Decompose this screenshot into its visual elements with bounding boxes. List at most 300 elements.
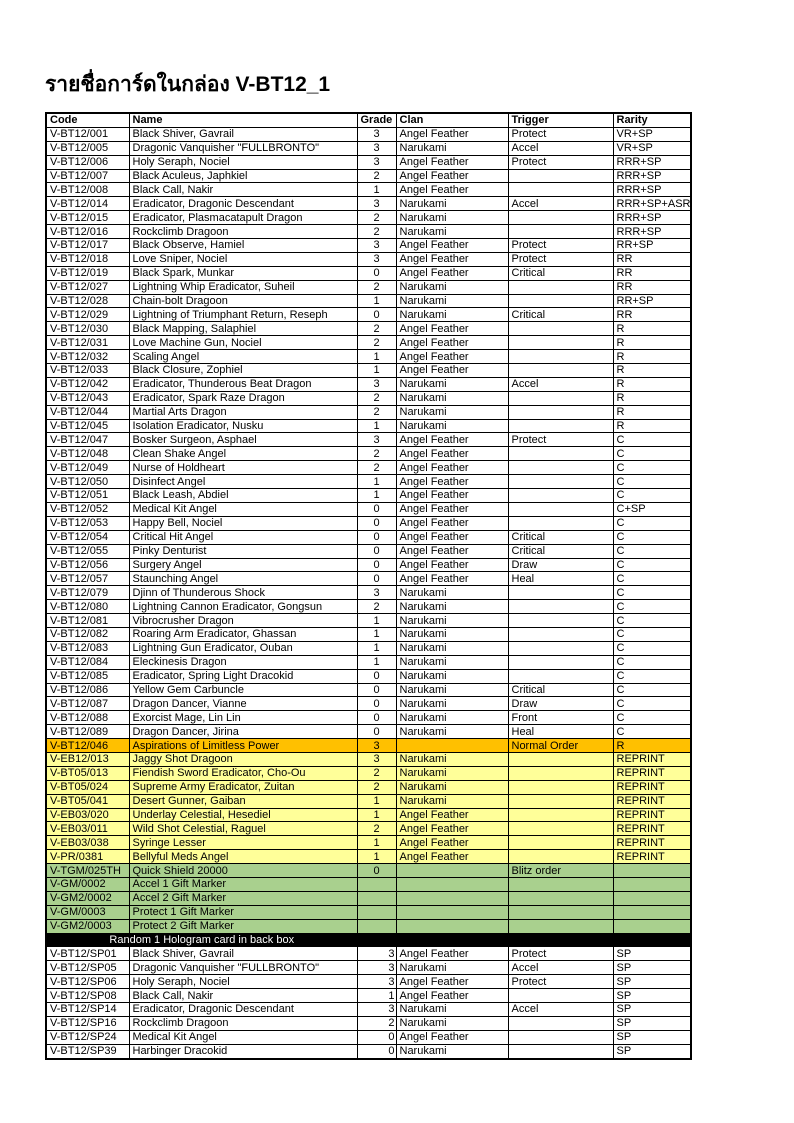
cell-trigger bbox=[508, 225, 613, 239]
cell-clan: Narukami bbox=[396, 641, 508, 655]
cell-name: Love Machine Gun, Nociel bbox=[129, 336, 357, 350]
cell-clan bbox=[396, 891, 508, 905]
cell-clan: Angel Feather bbox=[396, 850, 508, 864]
cell-rarity: RRR+SP bbox=[613, 211, 691, 225]
cell-clan: Narukami bbox=[396, 794, 508, 808]
cell-name: Accel 2 Gift Marker bbox=[129, 891, 357, 905]
cell-clan: Angel Feather bbox=[396, 461, 508, 475]
cell-clan: Angel Feather bbox=[396, 989, 508, 1003]
cell-grade: 3 bbox=[357, 197, 396, 211]
cell-grade: 3 bbox=[357, 252, 396, 266]
cell-code: V-BT12/SP39 bbox=[46, 1044, 129, 1058]
cell-rarity: SP bbox=[613, 1044, 691, 1058]
table-row bbox=[46, 780, 691, 794]
cell-name: Eradicator, Dragonic Descendant bbox=[129, 1003, 357, 1017]
cell-grade: 3 bbox=[357, 739, 396, 753]
cell-clan: Angel Feather bbox=[396, 502, 508, 516]
cell-trigger bbox=[508, 405, 613, 419]
cell-grade: 2 bbox=[357, 405, 396, 419]
page-title: รายชื่อการ์ดในกล่อง V-BT12_1 bbox=[45, 73, 331, 96]
cell-code: V-EB03/011 bbox=[46, 822, 129, 836]
cell-code: V-BT12/053 bbox=[46, 516, 129, 530]
cell-clan: Angel Feather bbox=[396, 530, 508, 544]
cell-clan: Narukami bbox=[396, 725, 508, 739]
cell-clan: Angel Feather bbox=[396, 266, 508, 280]
cell-code: V-BT12/085 bbox=[46, 669, 129, 683]
cell-rarity: R bbox=[613, 391, 691, 405]
cell-name: Black Observe, Hamiel bbox=[129, 239, 357, 253]
cell-clan: Narukami bbox=[396, 280, 508, 294]
table-row bbox=[46, 711, 691, 725]
cell-rarity: SP bbox=[613, 961, 691, 975]
cell-trigger: Protect bbox=[508, 252, 613, 266]
cell-name: Harbinger Dracokid bbox=[129, 1044, 357, 1058]
table-row bbox=[46, 558, 691, 572]
cell-name: Critical Hit Angel bbox=[129, 530, 357, 544]
cell-clan: Narukami bbox=[396, 683, 508, 697]
cell-code: V-BT12/083 bbox=[46, 641, 129, 655]
column-header-name: Name bbox=[129, 113, 357, 127]
table-row bbox=[46, 322, 691, 336]
cell-clan: Narukami bbox=[396, 308, 508, 322]
cell-trigger bbox=[508, 294, 613, 308]
table-row bbox=[46, 308, 691, 322]
cell-clan: Narukami bbox=[396, 627, 508, 641]
cell-grade: 1 bbox=[357, 350, 396, 364]
cell-trigger: Accel bbox=[508, 961, 613, 975]
column-header-grade: Grade bbox=[357, 113, 396, 127]
cell-trigger bbox=[508, 364, 613, 378]
table-row bbox=[46, 766, 691, 780]
cell-rarity: C bbox=[613, 558, 691, 572]
cell-grade: 2 bbox=[357, 461, 396, 475]
cell-code: V-BT12/081 bbox=[46, 614, 129, 628]
cell-code: V-EB03/038 bbox=[46, 836, 129, 850]
cell-grade: 1 bbox=[357, 475, 396, 489]
cell-trigger bbox=[508, 183, 613, 197]
cell-grade: 1 bbox=[357, 364, 396, 378]
cell-rarity: SP bbox=[613, 947, 691, 961]
table-row bbox=[46, 989, 691, 1003]
cell-grade: 0 bbox=[357, 544, 396, 558]
cell-rarity: C bbox=[613, 697, 691, 711]
separator-row bbox=[46, 933, 691, 947]
cell-grade: 2 bbox=[357, 225, 396, 239]
cell-name: Nurse of Holdheart bbox=[129, 461, 357, 475]
cell-grade: 0 bbox=[357, 558, 396, 572]
cell-rarity: RR bbox=[613, 266, 691, 280]
cell-grade: 3 bbox=[357, 961, 396, 975]
cell-name: Black Mapping, Salaphiel bbox=[129, 322, 357, 336]
cell-trigger bbox=[508, 780, 613, 794]
cell-rarity bbox=[613, 891, 691, 905]
cell-clan: Narukami bbox=[396, 600, 508, 614]
cell-name: Syringe Lesser bbox=[129, 836, 357, 850]
cell-rarity: C bbox=[613, 711, 691, 725]
cell-clan: Angel Feather bbox=[396, 1030, 508, 1044]
cell-name: Rockclimb Dragoon bbox=[129, 1016, 357, 1030]
cell-name: Black Shiver, Gavrail bbox=[129, 947, 357, 961]
cell-rarity: C bbox=[613, 683, 691, 697]
cell-grade: 1 bbox=[357, 655, 396, 669]
cell-trigger bbox=[508, 752, 613, 766]
cell-code: V-BT12/030 bbox=[46, 322, 129, 336]
cell-name: Bellyful Meds Angel bbox=[129, 850, 357, 864]
cell-clan: Angel Feather bbox=[396, 975, 508, 989]
cell-grade: 1 bbox=[357, 489, 396, 503]
cell-trigger: Heal bbox=[508, 572, 613, 586]
table-row bbox=[46, 864, 691, 878]
cell-code: V-BT12/SP05 bbox=[46, 961, 129, 975]
table-row bbox=[46, 489, 691, 503]
cell-clan: Narukami bbox=[396, 225, 508, 239]
table-row bbox=[46, 961, 691, 975]
cell-trigger bbox=[508, 655, 613, 669]
cell-grade bbox=[357, 877, 396, 891]
column-header-code: Code bbox=[46, 113, 129, 127]
cell-name: Black Spark, Munkar bbox=[129, 266, 357, 280]
table-row bbox=[46, 350, 691, 364]
cell-code: V-BT12/SP16 bbox=[46, 1016, 129, 1030]
cell-clan: Angel Feather bbox=[396, 239, 508, 253]
cell-trigger bbox=[508, 447, 613, 461]
table-row bbox=[46, 586, 691, 600]
cell-name: Dragon Dancer, Vianne bbox=[129, 697, 357, 711]
cell-code: V-BT12/049 bbox=[46, 461, 129, 475]
table-row bbox=[46, 697, 691, 711]
cell-grade: 3 bbox=[357, 433, 396, 447]
cell-name: Eradicator, Spring Light Dracokid bbox=[129, 669, 357, 683]
table-row bbox=[46, 808, 691, 822]
cell-trigger: Critical bbox=[508, 308, 613, 322]
cell-code: V-BT05/013 bbox=[46, 766, 129, 780]
cell-clan: Narukami bbox=[396, 614, 508, 628]
cell-trigger: Accel bbox=[508, 1003, 613, 1017]
cell-rarity: C bbox=[613, 725, 691, 739]
cell-code: V-BT12/046 bbox=[46, 739, 129, 753]
cell-name: Vibrocrusher Dragon bbox=[129, 614, 357, 628]
cell-code: V-BT12/089 bbox=[46, 725, 129, 739]
cell-trigger bbox=[508, 1030, 613, 1044]
cell-clan: Narukami bbox=[396, 405, 508, 419]
cell-rarity bbox=[613, 864, 691, 878]
cell-grade: 1 bbox=[357, 614, 396, 628]
cell-grade: 0 bbox=[357, 864, 396, 878]
cell-name: Clean Shake Angel bbox=[129, 447, 357, 461]
cell-rarity: C bbox=[613, 461, 691, 475]
cell-rarity: RR+SP bbox=[613, 294, 691, 308]
cell-trigger bbox=[508, 836, 613, 850]
table-row bbox=[46, 794, 691, 808]
table-row bbox=[46, 1016, 691, 1030]
cell-trigger bbox=[508, 336, 613, 350]
cell-code: V-BT12/080 bbox=[46, 600, 129, 614]
table-row bbox=[46, 391, 691, 405]
cell-rarity bbox=[613, 905, 691, 919]
cell-rarity: SP bbox=[613, 1016, 691, 1030]
cell-grade: 2 bbox=[357, 1016, 396, 1030]
cell-code: V-PR/0381 bbox=[46, 850, 129, 864]
table-row bbox=[46, 752, 691, 766]
cell-rarity: C bbox=[613, 433, 691, 447]
cell-trigger bbox=[508, 475, 613, 489]
table-row bbox=[46, 683, 691, 697]
cell-trigger: Protect bbox=[508, 975, 613, 989]
cell-rarity: RR+SP bbox=[613, 239, 691, 253]
cell-clan: Angel Feather bbox=[396, 433, 508, 447]
cell-grade: 2 bbox=[357, 169, 396, 183]
cell-name: Bosker Surgeon, Asphael bbox=[129, 433, 357, 447]
cell-trigger bbox=[508, 502, 613, 516]
table-header-row bbox=[46, 113, 691, 127]
cell-clan: Angel Feather bbox=[396, 155, 508, 169]
cell-name: Quick Shield 20000 bbox=[129, 864, 357, 878]
cell-code: V-BT12/015 bbox=[46, 211, 129, 225]
cell-trigger: Draw bbox=[508, 697, 613, 711]
cell-trigger: Blitz order bbox=[508, 864, 613, 878]
cell-rarity: RR bbox=[613, 252, 691, 266]
cell-rarity: R bbox=[613, 405, 691, 419]
cell-trigger: Protect bbox=[508, 155, 613, 169]
cell-code: V-BT12/016 bbox=[46, 225, 129, 239]
cell-clan: Angel Feather bbox=[396, 183, 508, 197]
table-row bbox=[46, 336, 691, 350]
cell-grade: 0 bbox=[357, 711, 396, 725]
cell-clan: Narukami bbox=[396, 752, 508, 766]
cell-grade: 1 bbox=[357, 808, 396, 822]
cell-name: Roaring Arm Eradicator, Ghassan bbox=[129, 627, 357, 641]
table-row bbox=[46, 447, 691, 461]
cell-name: Yellow Gem Carbuncle bbox=[129, 683, 357, 697]
cell-rarity: SP bbox=[613, 989, 691, 1003]
cell-trigger bbox=[508, 905, 613, 919]
table-row bbox=[46, 600, 691, 614]
table-row bbox=[46, 1030, 691, 1044]
cell-trigger: Heal bbox=[508, 725, 613, 739]
cell-grade: 2 bbox=[357, 336, 396, 350]
cell-clan: Narukami bbox=[396, 961, 508, 975]
cell-clan: Narukami bbox=[396, 1044, 508, 1058]
cell-clan: Angel Feather bbox=[396, 475, 508, 489]
cell-rarity: REPRINT bbox=[613, 780, 691, 794]
cell-code: V-BT12/047 bbox=[46, 433, 129, 447]
cell-code: V-GM2/0003 bbox=[46, 919, 129, 933]
table-row bbox=[46, 419, 691, 433]
cell-grade: 2 bbox=[357, 780, 396, 794]
cell-name: Protect 2 Gift Marker bbox=[129, 919, 357, 933]
cell-clan: Narukami bbox=[396, 419, 508, 433]
cell-trigger bbox=[508, 766, 613, 780]
cell-grade: 3 bbox=[357, 377, 396, 391]
cell-name: Pinky Denturist bbox=[129, 544, 357, 558]
cell-rarity: REPRINT bbox=[613, 752, 691, 766]
cell-rarity: R bbox=[613, 377, 691, 391]
cell-code: V-BT12/052 bbox=[46, 502, 129, 516]
cell-grade: 0 bbox=[357, 1030, 396, 1044]
cell-name: Medical Kit Angel bbox=[129, 502, 357, 516]
table-row bbox=[46, 155, 691, 169]
table-row bbox=[46, 169, 691, 183]
cell-code: V-BT12/032 bbox=[46, 350, 129, 364]
cell-code: V-BT12/050 bbox=[46, 475, 129, 489]
cell-name: Aspirations of Limitless Power bbox=[129, 739, 357, 753]
cell-trigger: Accel bbox=[508, 197, 613, 211]
separator-label: Random 1 Hologram card in back box bbox=[46, 933, 357, 947]
cell-name: Dragonic Vanquisher "FULLBRONTO" bbox=[129, 961, 357, 975]
cell-trigger: Protect bbox=[508, 127, 613, 141]
table-row bbox=[46, 850, 691, 864]
cell-trigger: Accel bbox=[508, 377, 613, 391]
cell-rarity: SP bbox=[613, 975, 691, 989]
table-row bbox=[46, 1044, 691, 1058]
cell-name: Eleckinesis Dragon bbox=[129, 655, 357, 669]
cell-code: V-BT12/001 bbox=[46, 127, 129, 141]
cell-code: V-EB03/020 bbox=[46, 808, 129, 822]
cell-clan: Angel Feather bbox=[396, 836, 508, 850]
cell-name: Eradicator, Spark Raze Dragon bbox=[129, 391, 357, 405]
cell-rarity: R bbox=[613, 739, 691, 753]
separator-cell bbox=[357, 933, 396, 947]
cell-trigger: Front bbox=[508, 711, 613, 725]
cell-rarity: C bbox=[613, 544, 691, 558]
cell-name: Lightning Cannon Eradicator, Gongsun bbox=[129, 600, 357, 614]
cell-code: V-BT12/048 bbox=[46, 447, 129, 461]
cell-grade: 3 bbox=[357, 752, 396, 766]
cell-name: Scaling Angel bbox=[129, 350, 357, 364]
cell-grade: 2 bbox=[357, 766, 396, 780]
cell-rarity: VR+SP bbox=[613, 141, 691, 155]
cell-code: V-BT12/086 bbox=[46, 683, 129, 697]
cell-trigger: Accel bbox=[508, 141, 613, 155]
cell-grade: 0 bbox=[357, 502, 396, 516]
cell-rarity: C bbox=[613, 600, 691, 614]
cell-clan bbox=[396, 864, 508, 878]
cell-name: Medical Kit Angel bbox=[129, 1030, 357, 1044]
cell-clan: Angel Feather bbox=[396, 558, 508, 572]
cell-trigger: Protect bbox=[508, 239, 613, 253]
cell-trigger bbox=[508, 1016, 613, 1030]
cell-trigger: Normal Order bbox=[508, 739, 613, 753]
cell-rarity: RRR+SP bbox=[613, 183, 691, 197]
cell-name: Fiendish Sword Eradicator, Cho-Ou bbox=[129, 766, 357, 780]
cell-clan: Narukami bbox=[396, 377, 508, 391]
cell-clan: Narukami bbox=[396, 711, 508, 725]
cell-code: V-BT12/017 bbox=[46, 239, 129, 253]
cell-clan bbox=[396, 919, 508, 933]
card-list-table bbox=[45, 112, 692, 1060]
separator-cell bbox=[508, 933, 613, 947]
cell-rarity: C bbox=[613, 489, 691, 503]
cell-name: Accel 1 Gift Marker bbox=[129, 877, 357, 891]
cell-rarity: C bbox=[613, 530, 691, 544]
cell-code: V-BT12/044 bbox=[46, 405, 129, 419]
cell-name: Isolation Eradicator, Nusku bbox=[129, 419, 357, 433]
cell-code: V-BT12/019 bbox=[46, 266, 129, 280]
cell-clan: Angel Feather bbox=[396, 127, 508, 141]
cell-clan: Angel Feather bbox=[396, 516, 508, 530]
cell-trigger bbox=[508, 600, 613, 614]
cell-code: V-BT12/045 bbox=[46, 419, 129, 433]
cell-rarity: C bbox=[613, 586, 691, 600]
cell-grade: 3 bbox=[357, 141, 396, 155]
table-row bbox=[46, 891, 691, 905]
cell-code: V-BT12/087 bbox=[46, 697, 129, 711]
cell-name: Black Closure, Zophiel bbox=[129, 364, 357, 378]
cell-trigger bbox=[508, 808, 613, 822]
table-row bbox=[46, 280, 691, 294]
cell-rarity: RRR+SP+ASR bbox=[613, 197, 691, 211]
cell-name: Eradicator, Plasmacatapult Dragon bbox=[129, 211, 357, 225]
cell-grade: 3 bbox=[357, 127, 396, 141]
cell-code: V-BT12/028 bbox=[46, 294, 129, 308]
cell-rarity: C bbox=[613, 447, 691, 461]
cell-name: Jaggy Shot Dragoon bbox=[129, 752, 357, 766]
cell-name: Chain-bolt Dragoon bbox=[129, 294, 357, 308]
table-row bbox=[46, 433, 691, 447]
column-header-trigger: Trigger bbox=[508, 113, 613, 127]
cell-clan: Angel Feather bbox=[396, 544, 508, 558]
table-row bbox=[46, 183, 691, 197]
cell-trigger bbox=[508, 516, 613, 530]
cell-rarity: REPRINT bbox=[613, 850, 691, 864]
cell-code: V-BT12/054 bbox=[46, 530, 129, 544]
cell-code: V-BT12/SP24 bbox=[46, 1030, 129, 1044]
cell-clan bbox=[396, 905, 508, 919]
cell-rarity: RRR+SP bbox=[613, 155, 691, 169]
cell-grade: 2 bbox=[357, 600, 396, 614]
cell-code: V-BT12/084 bbox=[46, 655, 129, 669]
cell-code: V-BT12/051 bbox=[46, 489, 129, 503]
cell-name: Eradicator, Dragonic Descendant bbox=[129, 197, 357, 211]
cell-code: V-TGM/025TH bbox=[46, 864, 129, 878]
cell-code: V-BT12/079 bbox=[46, 586, 129, 600]
cell-grade: 2 bbox=[357, 391, 396, 405]
cell-clan bbox=[396, 877, 508, 891]
cell-trigger: Critical bbox=[508, 530, 613, 544]
cell-code: V-BT05/041 bbox=[46, 794, 129, 808]
cell-rarity bbox=[613, 877, 691, 891]
cell-clan: Angel Feather bbox=[396, 808, 508, 822]
cell-code: V-BT12/055 bbox=[46, 544, 129, 558]
cell-rarity: C bbox=[613, 655, 691, 669]
cell-name: Lightning of Triumphant Return, Reseph bbox=[129, 308, 357, 322]
cell-code: V-BT05/024 bbox=[46, 780, 129, 794]
table-row bbox=[46, 294, 691, 308]
cell-clan: Narukami bbox=[396, 1016, 508, 1030]
cell-rarity: C bbox=[613, 516, 691, 530]
cell-grade: 1 bbox=[357, 836, 396, 850]
table-row bbox=[46, 655, 691, 669]
cell-rarity: VR+SP bbox=[613, 127, 691, 141]
cell-code: V-BT12/006 bbox=[46, 155, 129, 169]
cell-trigger bbox=[508, 391, 613, 405]
table-row bbox=[46, 127, 691, 141]
cell-grade: 1 bbox=[357, 419, 396, 433]
table-row bbox=[46, 739, 691, 753]
cell-clan: Narukami bbox=[396, 391, 508, 405]
cell-code: V-BT12/SP06 bbox=[46, 975, 129, 989]
cell-clan: Narukami bbox=[396, 294, 508, 308]
table-row bbox=[46, 614, 691, 628]
table-row bbox=[46, 572, 691, 586]
cell-name: Happy Bell, Nociel bbox=[129, 516, 357, 530]
cell-rarity: R bbox=[613, 322, 691, 336]
cell-code: V-BT12/029 bbox=[46, 308, 129, 322]
cell-clan: Angel Feather bbox=[396, 169, 508, 183]
cell-clan: Narukami bbox=[396, 1003, 508, 1017]
cell-code: V-BT12/082 bbox=[46, 627, 129, 641]
cell-name: Lightning Whip Eradicator, Suheil bbox=[129, 280, 357, 294]
